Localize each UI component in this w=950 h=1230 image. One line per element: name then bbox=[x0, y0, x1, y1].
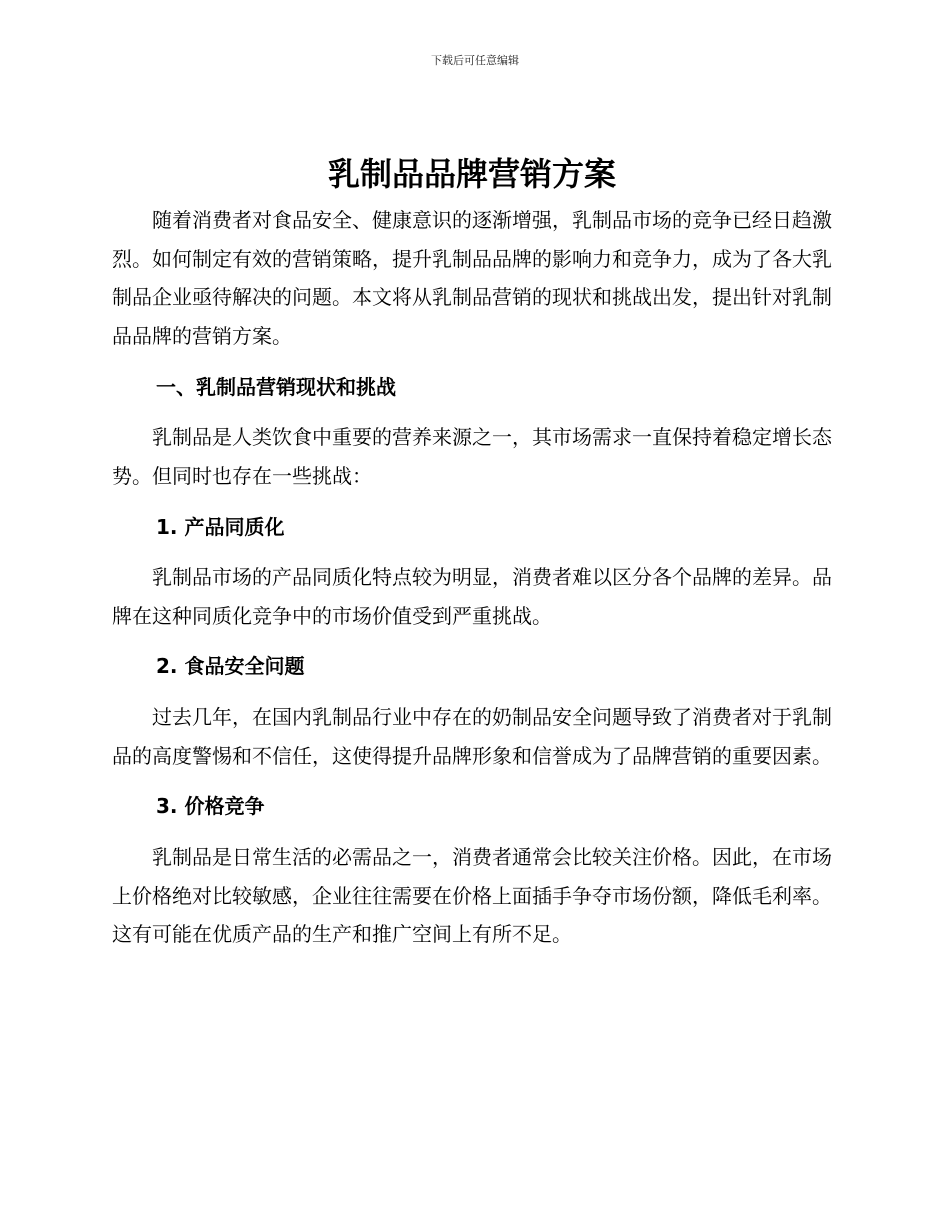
item-heading-homogenization: 1. 产品同质化 bbox=[156, 515, 285, 539]
section-paragraph-market-status: 乳制品是人类饮食中重要的营养来源之一，其市场需求一直保持着稳定增长态势。但同时也存在一些挑战： bbox=[112, 425, 832, 488]
document-body bbox=[112, 150, 832, 954]
item-heading-food-safety: 2. 食品安全问题 bbox=[156, 654, 305, 678]
intro-paragraph: 随着消费者对食品安全、健康意识的逐渐增强，乳制品市场的竞争已经日趋激烈。如何制定有效的营销策略，提升乳制品品牌的影响力和竞争力，成为了各大乳制品企业亟待解决的问题。本文将从乳制品营销的现状和挑战出发，提出针对乳制品品牌的营销方案。 bbox=[112, 208, 832, 348]
document-title: 乳制品品牌营销方案 bbox=[327, 155, 616, 193]
item-paragraph-price-competition: 乳制品是日常生活的必需品之一，消费者通常会比较关注价格。因此，在市场上价格绝对比较敏感，企业往往需要在价格上面插手争夺市场份额，降低毛利率。这有可能在优质产品的生产和推广空间上有所不足。 bbox=[112, 845, 832, 946]
item-paragraph-food-safety: 过去几年，在国内乳制品行业中存在的奶制品安全问题导致了消费者对于乳制品的高度警惕和不信任，这使得提升品牌形象和信誉成为了品牌营销的重要因素。 bbox=[112, 705, 832, 768]
item-heading-price-competition: 3. 价格竞争 bbox=[156, 794, 265, 818]
section-heading-market-status: 一、乳制品营销现状和挑战 bbox=[156, 375, 396, 399]
item-paragraph-homogenization: 乳制品市场的产品同质化特点较为明显，消费者难以区分各个品牌的差异。品牌在这种同质化竞争中的市场价值受到严重挑战。 bbox=[112, 565, 832, 628]
header-note: 下载后可任意编辑 bbox=[431, 54, 519, 67]
